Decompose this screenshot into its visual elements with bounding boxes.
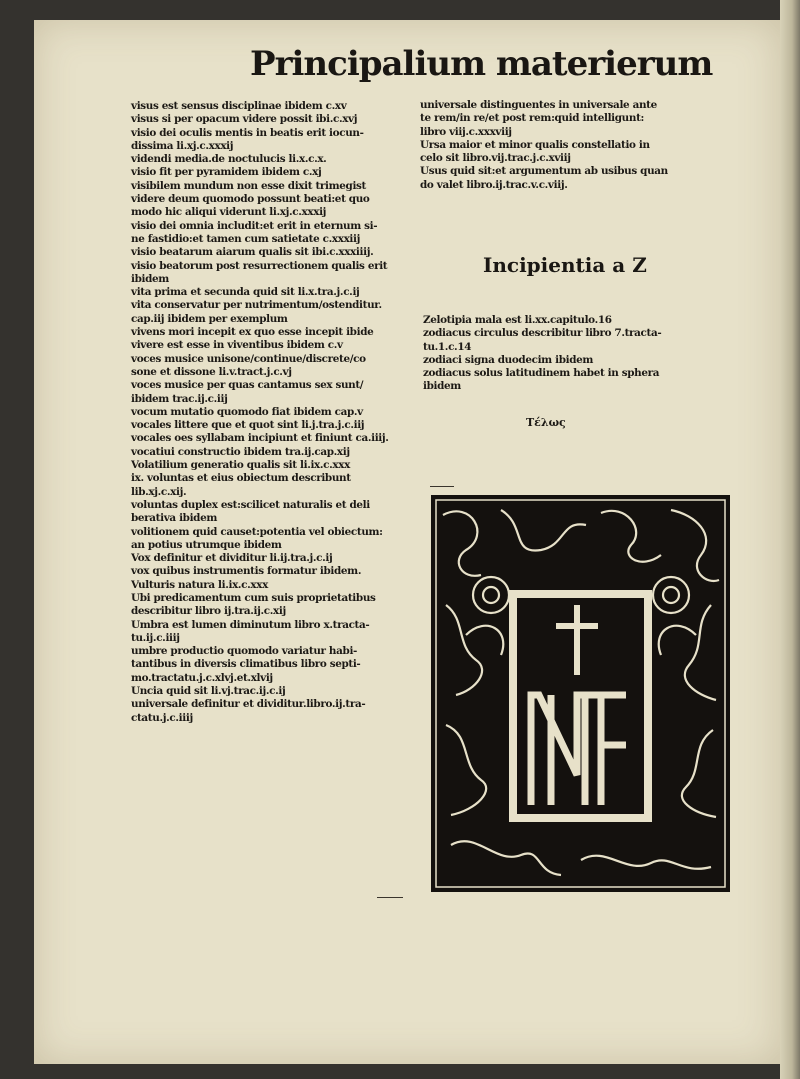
- index-entry: mo.tractatu.j.c.xlvj.et.xlvij: [131, 671, 273, 684]
- index-entry: voluntas duplex est:scilicet naturalis et deli: [131, 498, 370, 511]
- index-entry: volitionem quid causet:potentia vel obiectum:: [131, 525, 383, 538]
- index-entry: ibidem: [131, 272, 169, 285]
- end-mark: Τέλως: [526, 416, 566, 429]
- index-entry: universale distinguentes in universale ante: [420, 99, 657, 111]
- index-entry: berativa ibidem: [131, 512, 217, 525]
- index-entry: Ubi predicamentum cum suis proprietatibus: [131, 591, 376, 604]
- index-entry: ibidem trac.ij.c.iij: [131, 392, 228, 405]
- index-entry: vita conservatur per nutrimentum/ostenditur.: [131, 299, 382, 312]
- index-entry: videre deum quomodo possunt beati:et quo: [131, 193, 370, 206]
- index-entry: ibidem: [423, 380, 461, 393]
- index-entry: tu.1.c.14: [423, 340, 472, 353]
- index-entry: tu.ij.c.iiij: [131, 631, 180, 644]
- index-entry: Volatilium generatio qualis sit li.ix.c.xxx: [131, 459, 350, 472]
- index-entry: visio fit per pyramidem ibidem c.xj: [131, 166, 322, 179]
- index-column-right: [420, 99, 740, 192]
- index-entry: ix. voluntas et eius obiectum describunt: [131, 472, 351, 485]
- index-entry: voces musice unisone/continue/discrete/co: [131, 352, 366, 365]
- facing-page-edge: [780, 0, 800, 1079]
- index-entry: vivens mori incepit ex quo esse incepit ibide: [131, 326, 374, 339]
- index-entry: zodiacus solus latitudinem habet in sphera: [423, 367, 660, 380]
- index-entry: do valet libro.ij.trac.v.c.viij.: [420, 178, 568, 191]
- index-entry: describitur libro ij.tra.ij.c.xij: [131, 605, 286, 618]
- index-entry: zodiaci signa duodecim ibidem: [423, 353, 594, 366]
- index-entry: lib.xj.c.xij.: [131, 485, 187, 498]
- divider: [377, 897, 403, 898]
- woodcut-illustration: [431, 495, 730, 892]
- index-column-left: [131, 100, 431, 725]
- index-entry: Uncia quid sit li.vj.trac.ij.c.ij: [131, 685, 286, 698]
- index-entry: Usus quid sit:et argumentum ab usibus quan: [420, 165, 668, 178]
- index-entry: celo sit libro.vij.trac.j.c.xviij: [420, 152, 571, 165]
- index-entry: vocales littere que et quot sint li.j.tra.j.c.iij: [131, 419, 365, 432]
- index-entry: vocum mutatio quomodo fiat ibidem cap.v: [131, 405, 363, 418]
- index-entry: visio beatarum aiarum qualis sit ibi.c.xxxiiij.: [131, 246, 374, 259]
- index-entry: Vox definitur et dividitur li.ij.tra.j.c.ij: [131, 552, 333, 565]
- index-entry: modo hic aliqui viderunt li.xj.c.xxxij: [131, 206, 327, 219]
- index-entry: visus si per opacum videre possit ibi.c.xvj: [131, 113, 358, 126]
- index-entry: visio dei omnia includit:et erit in eternum si-: [131, 219, 378, 232]
- index-entry: Zelotipia mala est li.xx.capitulo.16: [423, 314, 612, 326]
- index-entry: zodiacus circulus describitur libro 7.tracta-: [423, 327, 662, 340]
- index-entry: universale definitur et dividitur.libro.ij.tra-: [131, 698, 366, 711]
- index-entry: voces musice per quas cantamus sex sunt/: [131, 379, 364, 392]
- index-entry: vocales oes syllabam incipiunt et finiunt ca.iiij.: [131, 432, 389, 445]
- index-entry: dissima li.xj.c.xxxij: [131, 139, 234, 152]
- index-entry: Ursa maior et minor qualis constellatio in: [420, 138, 650, 151]
- index-entry: ne fastidio:et tamen cum satietate c.xxxiij: [131, 232, 361, 245]
- section-heading-z: Incipientia a Z: [483, 253, 647, 277]
- index-entry: sone et dissone li.v.tract.j.c.vj: [131, 365, 292, 378]
- index-entry: vocatiui constructio ibidem tra.ij.cap.xij: [131, 445, 350, 458]
- index-entry: umbre productio quomodo variatur habi-: [131, 645, 357, 658]
- index-entry: Vulturis natura li.ix.c.xxx: [131, 578, 268, 591]
- index-section-z: [423, 314, 723, 394]
- index-entry: an potius utrumque ibidem: [131, 538, 282, 551]
- index-entry: tantibus in diversis climatibus libro septi-: [131, 658, 361, 671]
- index-entry: vita prima et secunda quid sit li.x.tra.j.c.ij: [131, 286, 360, 299]
- index-entry: te rem/in re/et post rem:quid intelligunt:: [420, 112, 645, 125]
- index-entry: Umbra est lumen diminutum libro x.tracta-: [131, 618, 370, 631]
- index-entry: visibilem mundum non esse dixit trimegist: [131, 179, 367, 192]
- index-entry: visus est sensus disciplinae ibidem c.xv: [131, 100, 347, 112]
- divider: [430, 486, 454, 487]
- index-entry: libro viij.c.xxxviij: [420, 125, 512, 138]
- index-entry: ctatu.j.c.iiij: [131, 711, 193, 724]
- page-title: Principalium materierum: [250, 44, 713, 84]
- index-entry: cap.iij ibidem per exemplum: [131, 312, 288, 325]
- printer-mark-woodcut: [431, 495, 730, 892]
- index-entry: visio dei oculis mentis in beatis erit iocun-: [131, 126, 364, 139]
- index-entry: videndi media.de noctulucis li.x.c.x.: [131, 153, 327, 166]
- index-entry: vox quibus instrumentis formatur ibidem.: [131, 565, 362, 578]
- shield: [509, 590, 652, 822]
- index-entry: visio beatorum post resurrectionem qualis erit: [131, 259, 388, 272]
- index-entry: vivere est esse in viventibus ibidem c.v: [131, 339, 343, 352]
